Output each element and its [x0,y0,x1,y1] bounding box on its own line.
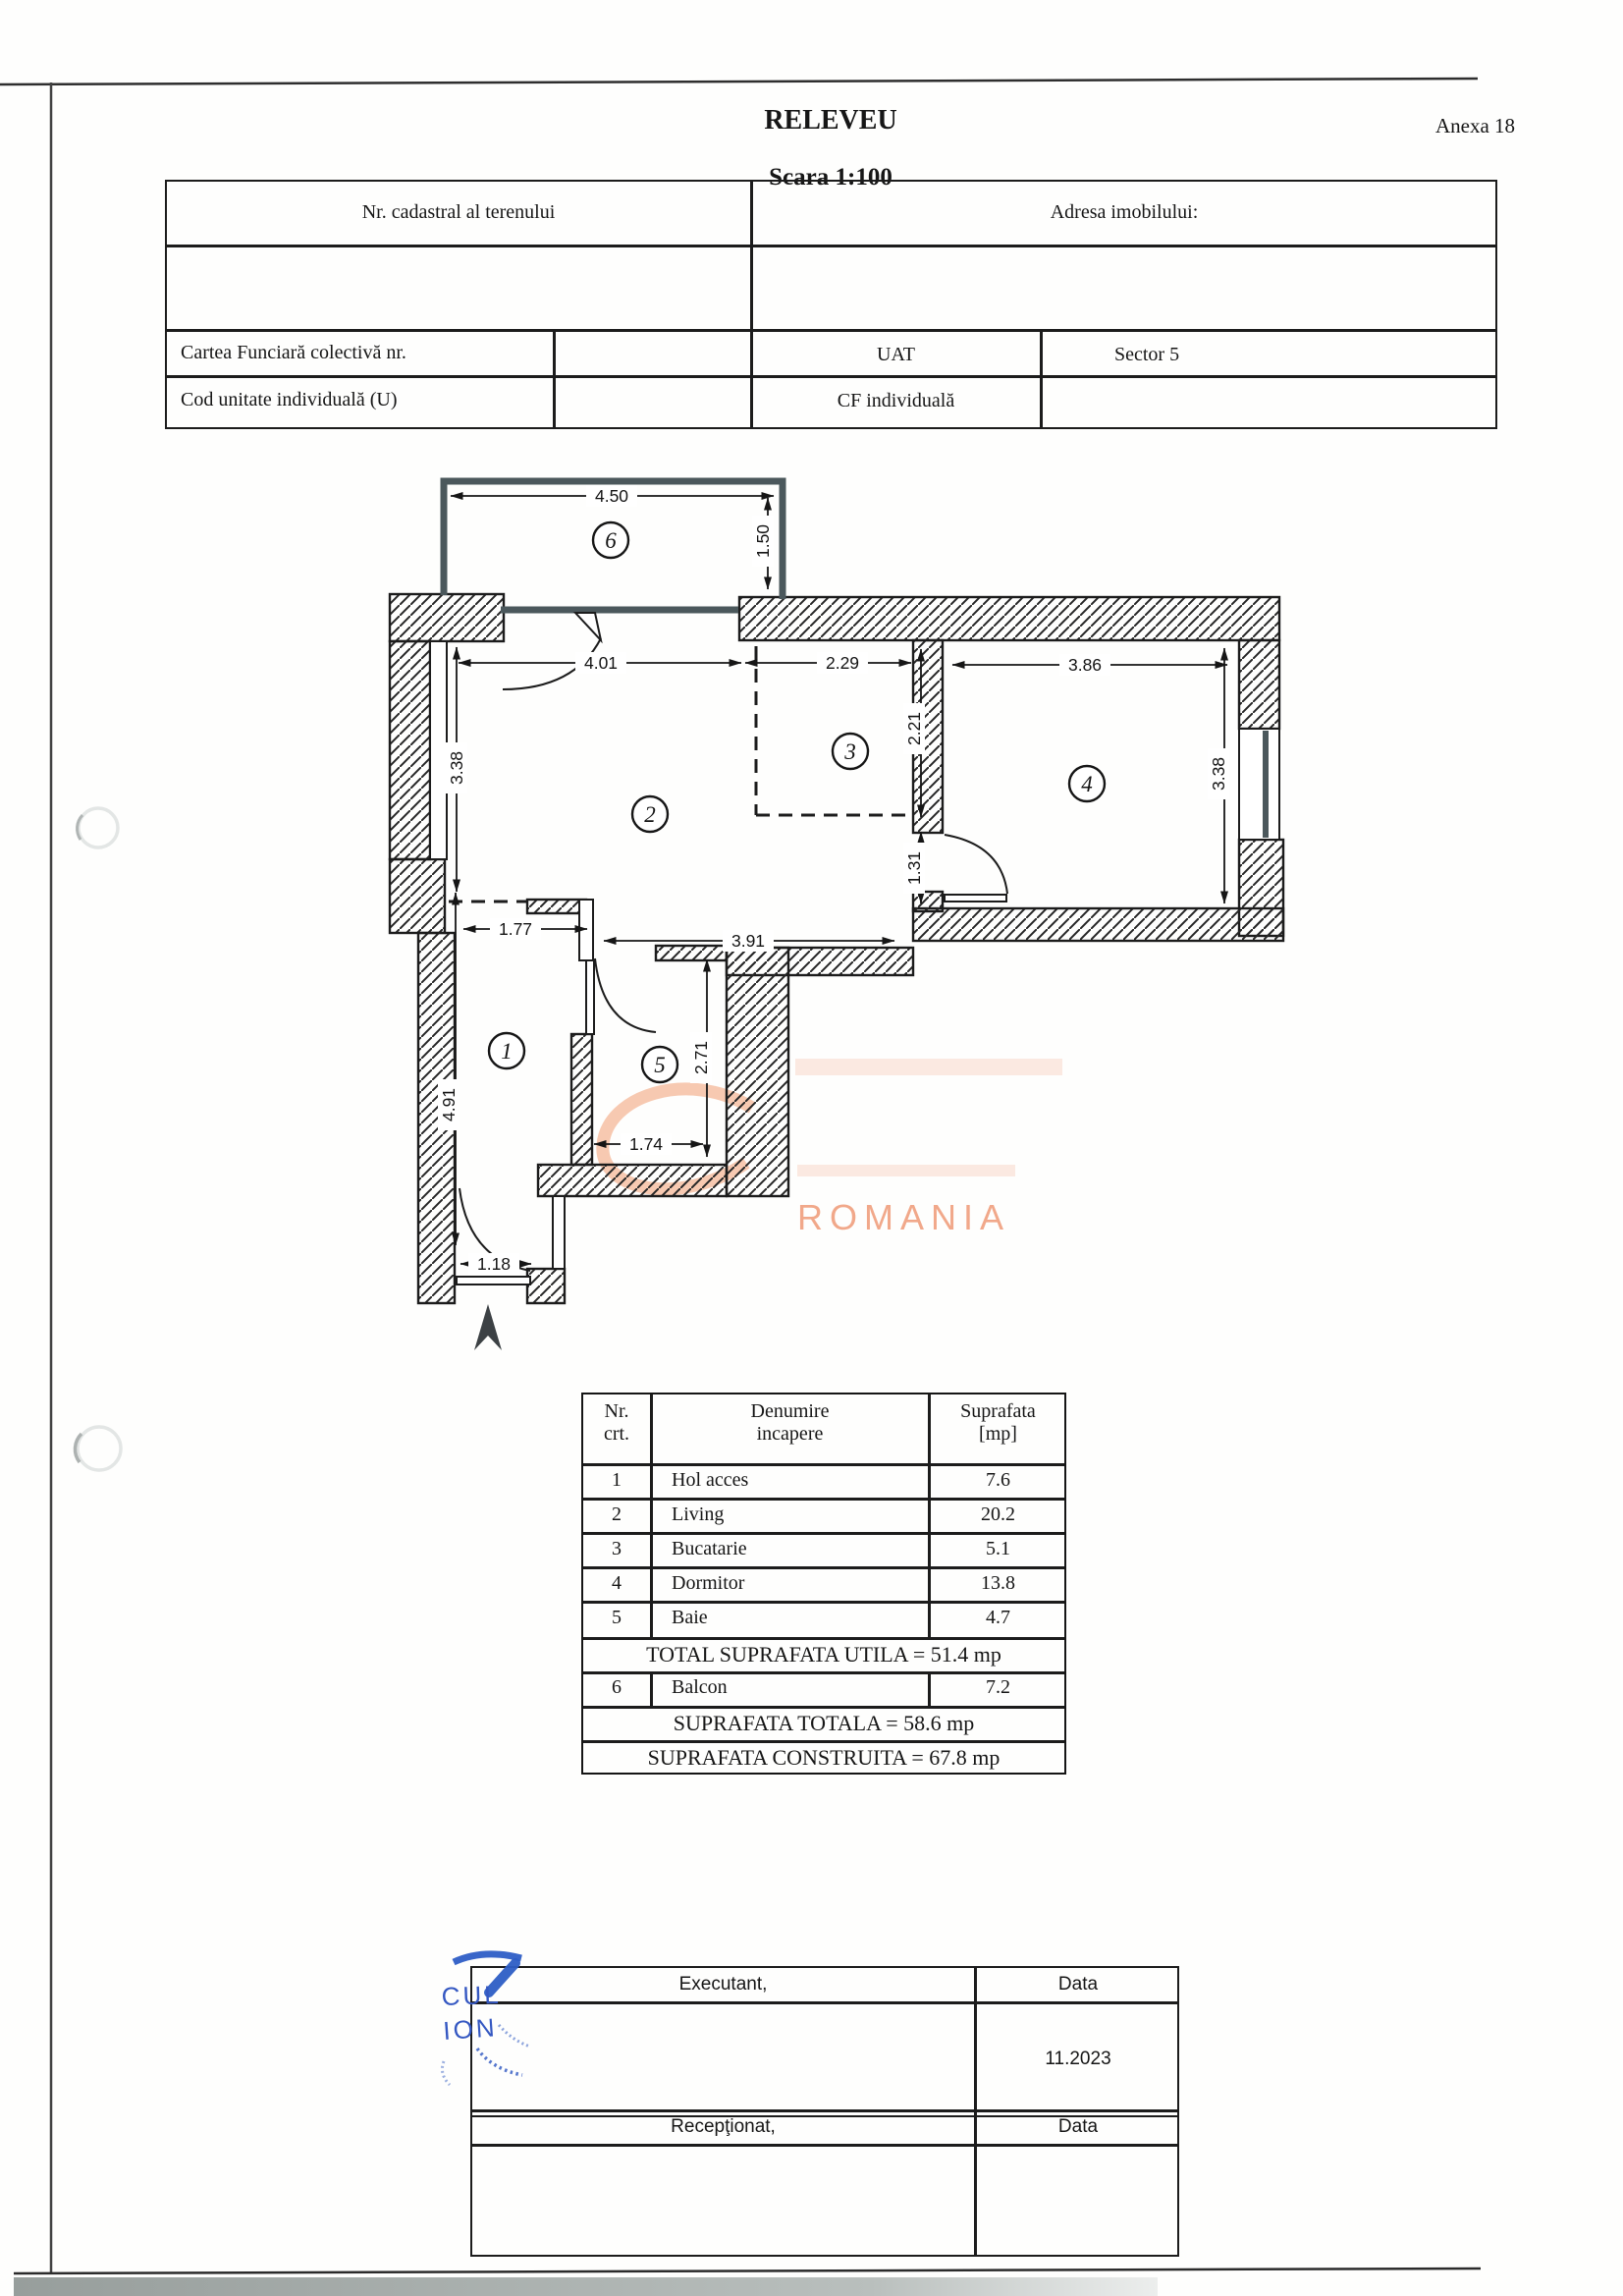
uat-label: UAT [877,344,915,365]
dim-label: 1.31 [904,850,924,886]
row-name: Bucatarie [672,1538,747,1559]
date-value: 11.2023 [1045,2049,1111,2069]
address-label: Adresa imobilului: [1050,201,1199,223]
watermark-romania-text: ROMANIA [797,1197,1011,1237]
row-area: 5.1 [986,1538,1010,1559]
cf-individual-label: CF individuală [837,390,955,411]
dim-label: 2.21 [904,711,924,746]
dim-label: 1.74 [628,1134,664,1154]
col-header-line: Suprafata [960,1400,1036,1422]
data-label: Data [1057,1974,1099,1995]
dim-label: 2.29 [825,653,860,673]
row-nr: 1 [612,1469,622,1491]
total-row: SUPRAFATA TOTALA = 58.6 mp [673,1711,975,1735]
svg-text:3: 3 [844,739,856,764]
stamp-text-fragment: CUL [441,1979,503,2011]
unit-code-label: Cod unitate individuală (U) [181,389,398,410]
page-scale: Scara 1:100 [769,164,893,191]
stamp-arc [477,2049,522,2075]
dim-label: 1.18 [476,1254,512,1274]
row-nr: 5 [612,1607,622,1628]
row-name: Living [672,1503,725,1525]
svg-text:2: 2 [644,802,656,827]
row-name: Baie [672,1607,708,1628]
dim-label: 1.50 [753,523,773,559]
row-area: 13.8 [981,1572,1015,1594]
data-label: Data [1057,2116,1099,2137]
row-area: 7.2 [986,1676,1010,1698]
svg-text:6: 6 [605,528,617,553]
col-header-line: Denumire [750,1400,830,1422]
annex-label: Anexa 18 [1435,114,1516,137]
col-header-line: [mp] [979,1423,1017,1445]
dim-label: 4.91 [439,1087,459,1122]
dim-label: 3.38 [447,750,466,786]
row-nr: 2 [612,1503,622,1525]
dim-label: 3.38 [1209,756,1228,792]
dim-label: 3.91 [730,931,766,951]
stamp-text-fragment: ION [442,2012,499,2046]
stamp-arc [442,2061,450,2085]
dim-label: 3.86 [1067,655,1103,675]
col-header-line: Nr. [604,1400,629,1422]
row-name: Balcon [672,1676,728,1698]
row-name: Hol acces [672,1469,749,1491]
row-nr: 4 [612,1572,622,1594]
row-area: 7.6 [986,1469,1010,1491]
stamp-marks [441,1954,530,2085]
col-header-line: incapere [756,1423,824,1445]
dim-label: 4.50 [594,486,629,506]
executant-label: Executant, [678,1974,768,1995]
dim-label: 2.71 [691,1040,711,1075]
col-header-line: crt. [603,1423,630,1445]
dim-label: 4.01 [583,653,619,673]
dim-label: 1.77 [498,919,533,939]
row-nr: 3 [612,1538,622,1559]
row-name: Dormitor [672,1572,745,1594]
construita-row: SUPRAFATA CONSTRUITA = 67.8 mp [647,1745,1001,1770]
row-area: 20.2 [981,1503,1015,1525]
stamp-arc [499,2025,530,2047]
svg-text:4: 4 [1081,772,1093,796]
svg-text:1: 1 [501,1039,513,1064]
svg-text:5: 5 [654,1053,666,1077]
sector-value: Sector 5 [1114,344,1180,365]
row-area: 4.7 [986,1607,1010,1628]
cf-collective-label: Cartea Funciară colectivă nr. [181,342,406,363]
row-nr: 6 [612,1676,622,1698]
receptionat-label: Recepţionat, [671,2116,776,2137]
page-title: RELEVEU [764,105,897,136]
cadastral-label: Nr. cadastral al terenului [361,201,556,223]
total-utila-row: TOTAL SUPRAFATA UTILA = 51.4 mp [646,1642,1001,1667]
